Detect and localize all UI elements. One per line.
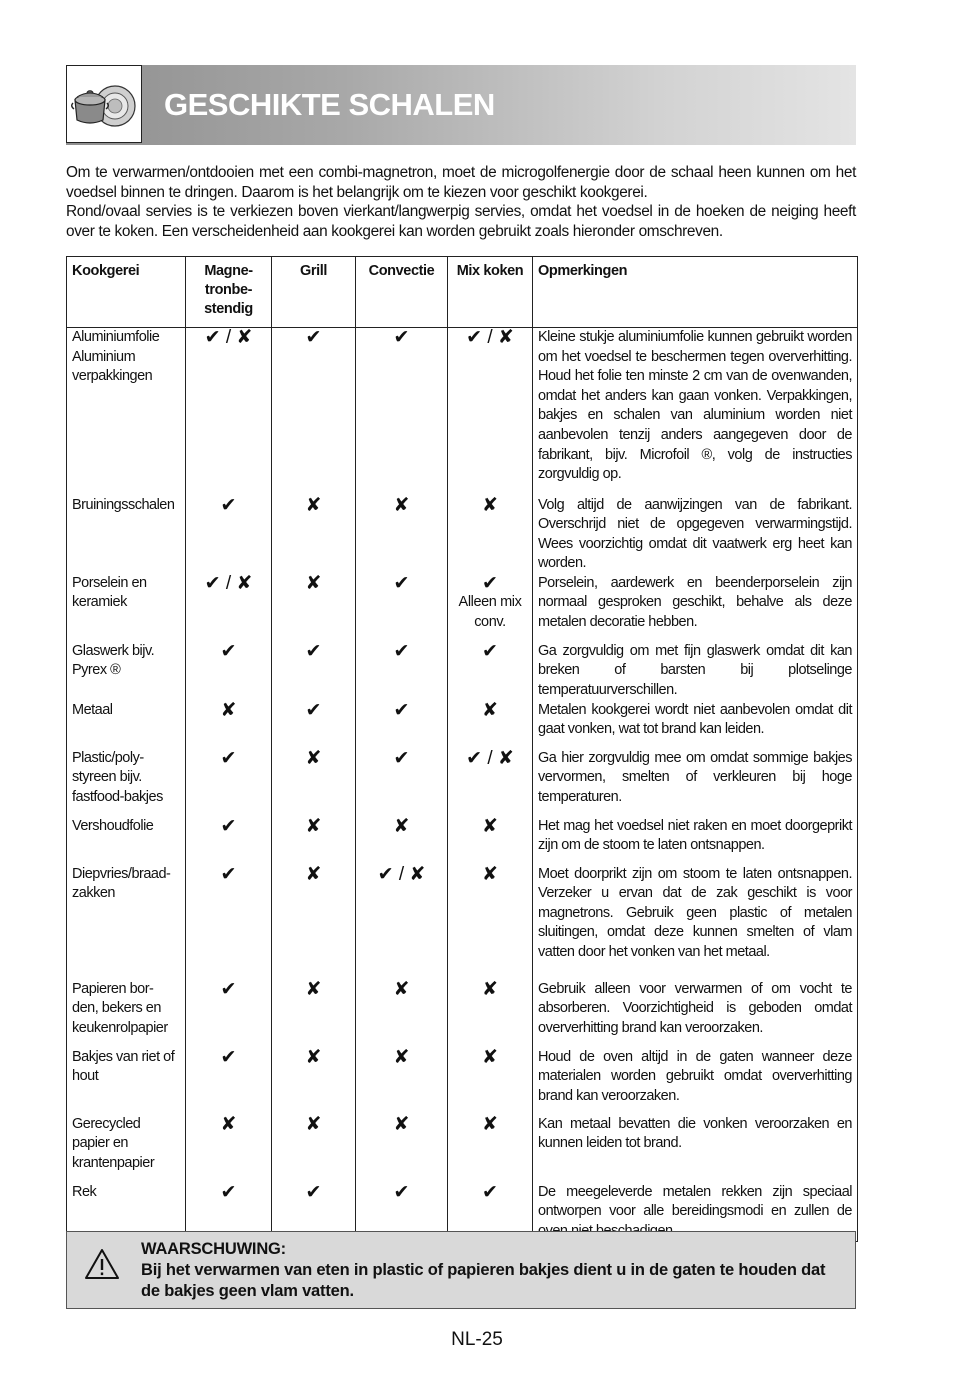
microwave-mark: ✘ <box>186 1115 272 1183</box>
mix-mark-symbol: ✔ <box>482 1181 498 1203</box>
cookware-name: Glaswerk bijv. Pyrex ® <box>67 642 186 701</box>
grill-mark: ✘ <box>272 496 356 574</box>
mix-mark-symbol: ✘ <box>482 699 498 721</box>
convection-mark: ✔ <box>356 642 448 701</box>
microwave-mark: ✘ <box>186 701 272 749</box>
table-row <box>67 642 858 701</box>
warning-text <box>141 1239 841 1302</box>
column-header: Grill <box>272 257 356 328</box>
mix-mark-symbol: ✘ <box>482 1046 498 1068</box>
section-header <box>66 65 856 145</box>
column-header: Kookgerei <box>67 257 186 328</box>
mix-mark <box>448 496 533 574</box>
page-number: NL-25 <box>451 1329 503 1350</box>
convection-mark: ✘ <box>356 496 448 574</box>
column-header: Mix koken <box>448 257 533 328</box>
mix-mark-symbol: ✘ <box>482 815 498 837</box>
mix-mark-note: Alleen mix conv. <box>458 594 522 631</box>
intro-paragraph: Rond/ovaal servies is te verkiezen boven vierkant/langwerpig servies, omdat het voedsel in de hoeken de neiging heeft over te koken. Een verscheidenheid aan kookgerei kan worden gebruikt zoals hieronder omschreven. <box>66 203 856 240</box>
mix-mark-symbol: ✔ / ✘ <box>466 327 514 348</box>
cookware-name: Diepvries/braad- zakken <box>67 865 186 980</box>
cookware-name: Bakjes van riet of hout <box>67 1048 186 1115</box>
intro-text <box>66 163 856 241</box>
mix-mark <box>448 1048 533 1115</box>
table-row <box>67 496 858 574</box>
cookware-name: Metaal <box>67 701 186 749</box>
table-row <box>67 749 858 817</box>
convection-mark: ✔ <box>356 701 448 749</box>
convection-mark: ✘ <box>356 1048 448 1115</box>
table-row <box>67 701 858 749</box>
cookware-name: Rek <box>67 1183 186 1242</box>
mix-mark <box>448 980 533 1048</box>
remark: Ga zorgvuldig om met fijn glaswerk omdat dit kan breken of barsten bij plotselinge temperatuurverschillen. <box>533 642 858 701</box>
convection-mark: ✔ <box>356 574 448 642</box>
mix-mark <box>448 865 533 980</box>
grill-mark: ✘ <box>272 1048 356 1115</box>
warning-triangle-icon <box>84 1248 120 1280</box>
mix-mark-symbol: ✔ <box>482 572 498 594</box>
cookware-name: Plastic/poly- styreen bijv. fastfood-bakjes <box>67 749 186 817</box>
remark: Porselein, aardewerk en beenderporselein zijn normaal gesproken geschikt, behalve als deze metalen decoratie hebben. <box>533 574 858 642</box>
table-row <box>67 980 858 1048</box>
table-header-row <box>67 257 858 328</box>
grill-mark: ✔ <box>272 1183 356 1242</box>
remark: Kleine stukje aluminiumfolie kunnen gebruikt worden om het voedsel te beschermen tegen oververhitting. Houd het folie ten minste 2 cm van de ovenwanden, omdat het anders kan gaan vonken. Verpakkingen, bakjes en schalen van aluminium worden niet aanbevolen tenzij anders aangegeven door de fabrikant, bijv. Microfoil ®, volg de instructies zorgvuldig op. <box>533 328 858 496</box>
grill-mark: ✘ <box>272 749 356 817</box>
convection-mark: ✔ <box>356 749 448 817</box>
mix-mark-symbol: ✘ <box>482 1113 498 1135</box>
microwave-mark: ✔ / ✘ <box>186 574 272 642</box>
grill-mark: ✘ <box>272 1115 356 1183</box>
warning-box <box>66 1231 856 1309</box>
microwave-mark: ✔ <box>186 1183 272 1242</box>
microwave-mark: ✔ <box>186 817 272 865</box>
table-row <box>67 1048 858 1115</box>
remark: Metalen kookgerei wordt niet aanbevolen omdat dit gaat vonken, wat tot brand kan leiden. <box>533 701 858 749</box>
remark: Het mag het voedsel niet raken en moet doorgeprikt zijn om de stoom te laten ontsnappen. <box>533 817 858 865</box>
microwave-mark: ✔ / ✘ <box>186 328 272 496</box>
column-header: Opmerkingen <box>533 257 858 328</box>
table-row <box>67 574 858 642</box>
cookware-name: Papieren bor- den, bekers en keukenrolpapier <box>67 980 186 1048</box>
grill-mark: ✔ <box>272 701 356 749</box>
mix-mark-symbol: ✘ <box>482 863 498 885</box>
cookware-name: Aluminiumfolie Aluminium verpakkingen <box>67 328 186 496</box>
cookware-name: Porselein en keramiek <box>67 574 186 642</box>
cookware-name: Vershoudfolie <box>67 817 186 865</box>
column-header: Convectie <box>356 257 448 328</box>
grill-mark: ✘ <box>272 817 356 865</box>
cookware-icon <box>66 65 142 143</box>
microwave-mark: ✔ <box>186 749 272 817</box>
grill-mark: ✘ <box>272 574 356 642</box>
convection-mark: ✘ <box>356 817 448 865</box>
mix-mark-symbol: ✘ <box>482 494 498 516</box>
cookware-table <box>66 256 858 1242</box>
grill-mark: ✘ <box>272 980 356 1048</box>
grill-mark: ✘ <box>272 865 356 980</box>
mix-mark-symbol: ✘ <box>482 978 498 1000</box>
remark: Gebruik alleen voor verwarmen of om vocht te absorberen. Voorzichtigheid is geboden omdat oververhitting brand kan veroorzaken. <box>533 980 858 1048</box>
convection-mark: ✔ <box>356 328 448 496</box>
grill-mark: ✔ <box>272 642 356 701</box>
microwave-mark: ✔ <box>186 642 272 701</box>
mix-mark <box>448 328 533 496</box>
mix-mark <box>448 749 533 817</box>
intro-paragraph: Om te verwarmen/ontdooien met een combi-magnetron, moet de microgolfenergie door de schaal heen kunnen om het voedsel binnen te dringen. Daarom is het belangrijk om te kiezen voor geschikt kookgerei. <box>66 164 856 201</box>
page-title: GESCHIKTE SCHALEN <box>164 87 495 122</box>
cookware-name: Bruiningsschalen <box>67 496 186 574</box>
warning-title: WAARSCHUWING: <box>141 1240 286 1258</box>
convection-mark: ✘ <box>356 1115 448 1183</box>
table-row <box>67 328 858 496</box>
remark: Ga hier zorgvuldig mee om omdat sommige bakjes vervormen, smelten of verkleuren bij hoge temperaturen. <box>533 749 858 817</box>
table-row <box>67 817 858 865</box>
microwave-mark: ✔ <box>186 496 272 574</box>
mix-mark-symbol: ✔ / ✘ <box>466 747 514 769</box>
remark: Moet doorprikt zijn om stoom te laten ontsnappen. Verzeker u ervan dat de zak geschikt is voor magnetrons. Gebruik geen plastic of metalen sluitingen, omdat deze kunnen smelten of vlam vatten door het vonken van het metaal. <box>533 865 858 980</box>
grill-mark: ✔ <box>272 328 356 496</box>
cookware-name: Gerecycled papier en krantenpapier <box>67 1115 186 1183</box>
microwave-mark: ✔ <box>186 1048 272 1115</box>
mix-mark <box>448 1115 533 1183</box>
convection-mark: ✘ <box>356 980 448 1048</box>
mix-mark <box>448 817 533 865</box>
mix-mark-symbol: ✔ <box>482 640 498 662</box>
microwave-mark: ✔ <box>186 980 272 1048</box>
table-row <box>67 865 858 980</box>
column-header: Magne- tronbe- stendig <box>186 257 272 328</box>
remark: De meegeleverde metalen rekken zijn speciaal ontworpen voor alle bereidingsmodi en zullen de <box>533 1183 858 1242</box>
remark: Volg altijd de aanwijzingen van de fabrikant. Overschrijd niet de opgegeven verwarmingstijd. Wees voorzichtig omdat dit vaatwerk erg heet kan worden. <box>533 496 858 574</box>
remark: Houd de oven altijd in de gaten wanneer deze materialen worden gebruikt omdat oververhitting brand kan veroorzaken. <box>533 1048 858 1115</box>
mix-mark <box>448 642 533 701</box>
convection-mark: ✔ / ✘ <box>356 865 448 980</box>
remark: Kan metaal bevatten die vonken veroorzaken en kunnen leiden tot brand. <box>533 1115 858 1183</box>
convection-mark: ✔ <box>356 1183 448 1242</box>
warning-body: Bij het verwarmen van eten in plastic of papieren bakjes dient u in de gaten te houden dat de bakjes geen vlam vatten. <box>141 1261 826 1300</box>
mix-mark <box>448 701 533 749</box>
table-row <box>67 1115 858 1183</box>
mix-mark <box>448 574 533 642</box>
microwave-mark: ✔ <box>186 865 272 980</box>
